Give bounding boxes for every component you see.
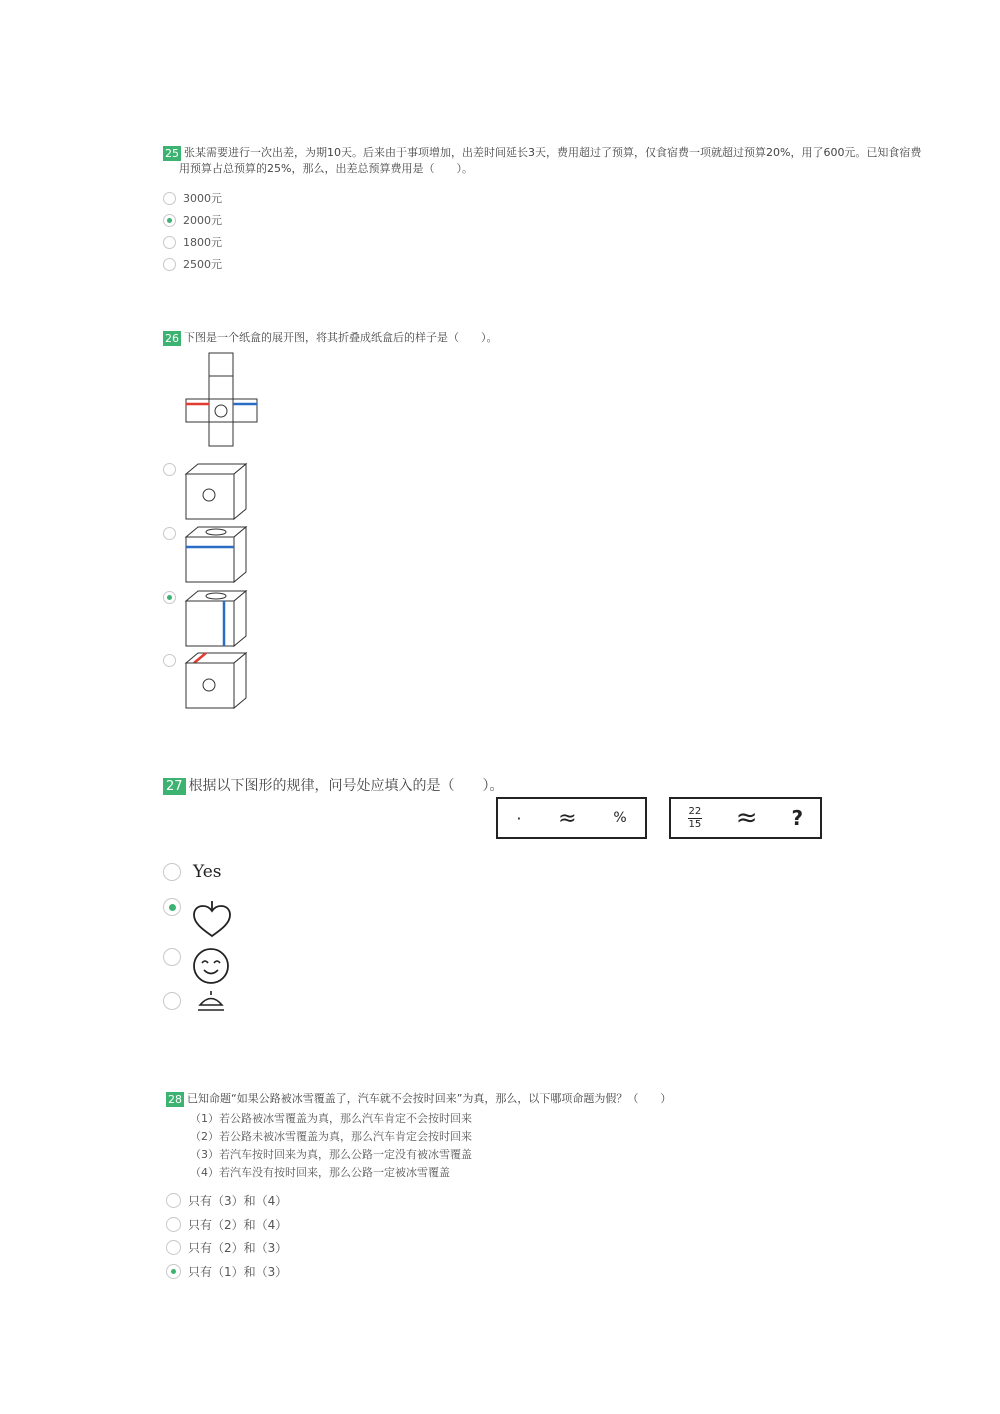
question-27-text [163, 775, 504, 795]
radio-button[interactable] [163, 463, 176, 476]
yes-text: Yes [193, 862, 222, 882]
option-label: 只有（1）和（3） [188, 1265, 288, 1279]
q26-option-a[interactable] [163, 463, 176, 476]
question-number-badge: 26 [165, 331, 179, 345]
question-28-prompt: 已知命题“如果公路被冰雪覆盖了，汽车就不会按时回来”为真，那么，以下哪项命题为假？（ ） [187, 1092, 672, 1105]
radio-button[interactable] [163, 258, 176, 271]
dome-icon [196, 990, 226, 1016]
radio-button[interactable] [166, 1240, 181, 1255]
radio-button[interactable] [163, 236, 176, 249]
heart-with-stem-icon [192, 899, 234, 939]
radio-button-selected[interactable] [166, 1264, 181, 1279]
radio-button[interactable] [166, 1217, 181, 1232]
fraction-symbol [688, 807, 702, 830]
percent-symbol: % [613, 810, 627, 826]
option-label: 1800元 [183, 236, 222, 249]
q25-option-a[interactable] [163, 190, 222, 206]
q26-option-d[interactable] [163, 654, 176, 667]
fraction-denominator: 15 [688, 818, 702, 830]
q25-option-c[interactable] [163, 234, 222, 250]
q25-option-d[interactable] [163, 256, 222, 272]
dot-symbol: · [516, 808, 522, 828]
option-label: 2500元 [183, 258, 222, 271]
statement-4: （4）若汽车没有按时回来，那么公路一定被冰雪覆盖 [190, 1166, 450, 1179]
q26-option-c[interactable] [163, 591, 176, 604]
question-25-line1: 张某需要进行一次出差，为期10天。后来由于事项增加，出差时间延长3天，费用超过了预算，仅食宿费一项就超过预算20%，用了600元。已知食宿费 [184, 146, 922, 159]
question-28-text [166, 1091, 671, 1107]
question-mark: ? [791, 806, 804, 830]
approx-dot-symbol [736, 803, 758, 833]
radio-button[interactable] [163, 863, 181, 881]
sequence-box-1 [496, 797, 647, 839]
option-label: 2000元 [183, 214, 222, 227]
question-number-badge: 28 [168, 1092, 182, 1106]
smiley-face-icon [192, 947, 232, 985]
radio-button[interactable] [163, 527, 176, 540]
question-number-badge: 27 [163, 778, 186, 795]
radio-button[interactable] [163, 654, 176, 667]
radio-button[interactable] [163, 948, 181, 966]
question-number-badge: 25 [165, 146, 179, 160]
statement-1: （1）若公路被冰雪覆盖为真，那么汽车肯定不会按时回来 [190, 1112, 472, 1125]
q28-option-b[interactable] [166, 1216, 287, 1233]
statement-3: （3）若汽车按时回来为真，那么公路一定没有被冰雪覆盖 [190, 1148, 472, 1161]
box-net-diagram [185, 352, 259, 448]
option-label: 只有（2）和（4） [188, 1218, 288, 1232]
option-label: 3000元 [183, 192, 222, 205]
fraction-numerator: 22 [688, 805, 702, 817]
option-label: 只有（2）和（3） [188, 1241, 288, 1255]
option-label: 只有（3）和（4） [188, 1194, 288, 1208]
radio-button[interactable] [163, 192, 176, 205]
radio-button-selected[interactable] [163, 591, 176, 604]
approx-symbol: ≈ [558, 805, 577, 831]
question-25 [163, 145, 923, 177]
radio-button[interactable] [166, 1193, 181, 1208]
q28-option-d[interactable] [166, 1263, 287, 1280]
radio-button-selected[interactable] [163, 214, 176, 227]
question-26-text [163, 330, 498, 346]
sequence-box-2 [669, 797, 822, 839]
question-25-text [163, 145, 923, 161]
q28-option-c[interactable] [166, 1239, 287, 1256]
cube-red-line-top-icon [184, 651, 250, 711]
q27-option-c[interactable] [163, 948, 181, 966]
q27-option-a[interactable] [163, 862, 222, 882]
cube-blue-vertical-line-icon [184, 589, 250, 649]
question-25-line2: 用预算占总预算的25%，那么，出差总预算费用是（ ）。 [179, 162, 473, 175]
statement-2: （2）若公路未被冰雪覆盖为真，那么汽车肯定会按时回来 [190, 1130, 472, 1143]
radio-button-selected[interactable] [163, 898, 181, 916]
question-27-prompt: 根据以下图形的规律，问号处应填入的是（ ）。 [188, 778, 504, 794]
cube-blue-line-front-icon [184, 525, 250, 585]
q26-option-b[interactable] [163, 527, 176, 540]
approx-symbol: ≈ [735, 803, 758, 833]
cube-circle-front-icon [184, 462, 250, 522]
radio-button[interactable] [163, 992, 181, 1010]
question-26-prompt: 下图是一个纸盒的展开图，将其折叠成纸盒后的样子是（ ）。 [184, 331, 498, 344]
q27-option-d[interactable] [163, 992, 181, 1010]
q25-option-b[interactable] [163, 212, 222, 228]
q27-option-b[interactable] [163, 898, 181, 916]
q28-option-a[interactable] [166, 1192, 287, 1209]
